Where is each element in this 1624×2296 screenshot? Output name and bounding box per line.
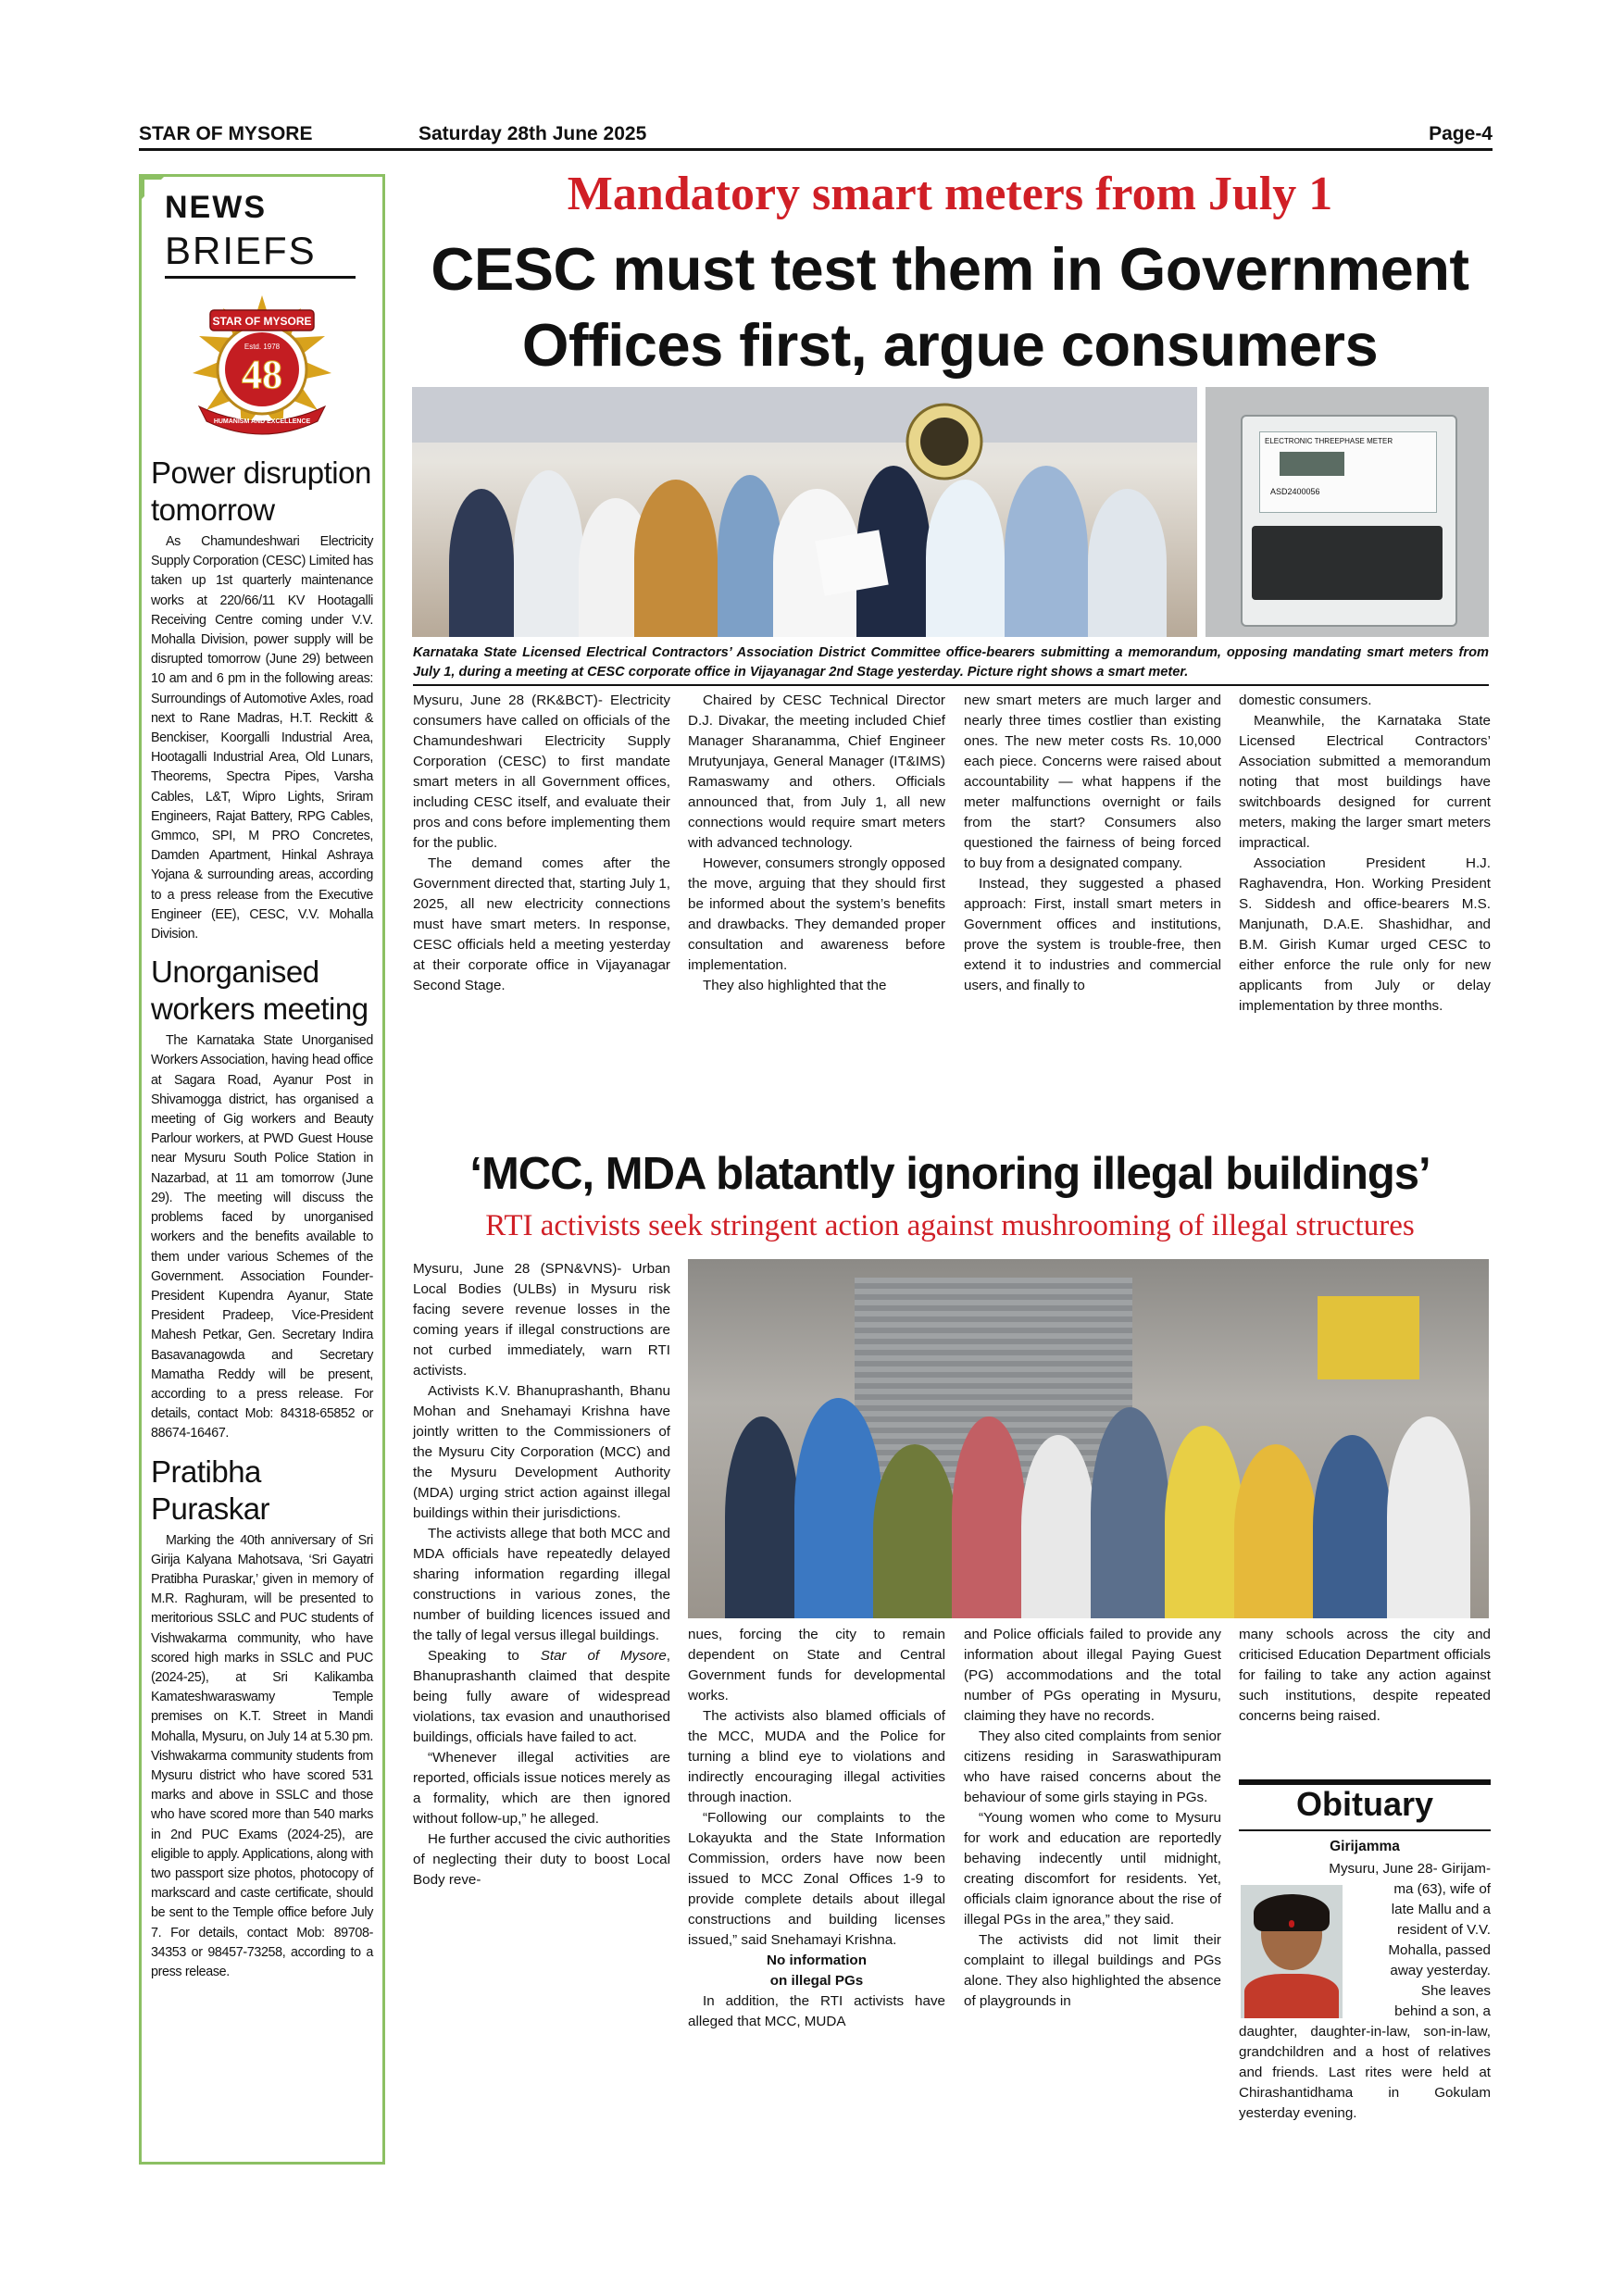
paragraph: The activists did not limit their complaint to illegal buildings and PGs alone. They also highlighted the absence of playgrounds in: [964, 1932, 1221, 2009]
paragraph: Association President H.J. Raghavendra, Hon. Working President S. Siddesh and office-bearers M.S. Manjunath, D.A.E. Shashidhar, and B.M. Girish Kumar urged CESC to either enforce the rule only for new applicants from July or delay implementation by three months.: [1239, 855, 1491, 1014]
paragraph: new smart meters are much larger and nearly three times costlier than existing ones. The new meter costs Rs. 10,000 each piece. Concerns were raised about accountability — what happens if the meter malfunctions overnight or fails from the start? Consumers also questioned the fairness of being forced to buy from a designated company.: [964, 693, 1221, 871]
brief-list: [151, 455, 373, 1982]
logo-estd-text: Estd. 1978: [244, 343, 281, 351]
meeting-group-photo: [412, 387, 1197, 637]
pg-subheading: No information on illegal PGs: [767, 1953, 867, 1989]
paragraph: nues, forcing the city to remain dependent on State and Central Government funds for developmental works.: [688, 1627, 945, 1703]
paragraph: Activists K.V. Bhanuprashanth, Bhanu Mohan and Snehamayi Krishna have jointly written to the Commissioners of the Mysuru City Corporation (MCC) and the Mysuru Development Authority (MDA) urging strict action against illegal buildings within their jurisdictions.: [413, 1383, 670, 1521]
paragraph: Speaking to Star of Mysore, Bhanuprashanth claimed that despite being fully aware of widespread violations, tax evasion and unauthorised buildings, officials have failed to act.: [413, 1648, 671, 1745]
story1-kicker: Mandatory smart meters from July 1: [567, 168, 1333, 220]
obituary-heading: Obituary: [1295, 1785, 1434, 1823]
brief-item: [151, 455, 373, 944]
paragraph: However, consumers strongly opposed the move, arguing that they should first be informed about the system’s benefits and drawbacks. They demanded proper consultation and awareness before implementation.: [688, 855, 945, 973]
paragraph: “Following our complaints to the Lokayukta and the State Information Commission, orders have now been issued to MCC Zonal Offices 1-9 to provide complete details about illegal constructions and building licenses issued,” said Snehamayi Krishna.: [688, 1810, 945, 1948]
paragraph: “Whenever illegal activities are reported, officials issue notices merely as a formality, which are then ignored without follow-up,” he alleged.: [413, 1750, 670, 1827]
brief-item: [151, 954, 373, 1443]
logo-top-text: STAR OF MYSORE: [212, 315, 312, 328]
story2-headline: ‘MCC, MDA blatantly ignoring illegal buildings’: [469, 1149, 1430, 1199]
brief-title: Pratibha Puraskar: [151, 1454, 270, 1526]
news-label: NEWS: [165, 190, 267, 225]
obituary-text-rest: daughter, daughter-in-law, son-in-law, grandchildren and a host of relatives and friends. Last rites were held at Chirashantidhama in Gokulam yesterday evening.: [1239, 2024, 1491, 2121]
page-number: Page-4: [1429, 123, 1493, 144]
rti-activists-photo: [688, 1259, 1489, 1618]
meter-serial: ASD2400056: [1270, 487, 1320, 496]
paragraph: The activists allege that both MCC and MDA officials have repeatedly delayed sharing information regarding illegal constructions in various zones, the number of building licences issued and the tally of legal versus illegal buildings.: [413, 1526, 670, 1643]
logo-bottom-text: HUMANISM AND EXCELLENCE: [213, 418, 311, 425]
caption-rule: [413, 684, 1489, 686]
obituary-text-right: Mysuru, June 28- Girijam- ma (63), wife of late Mallu and a resident of V.V. Mohalla, passed away yesterday. She leaves behind a son, a: [1329, 1861, 1491, 2019]
briefs-label: BRIEFS: [165, 229, 317, 272]
story2-column-3: [964, 1625, 1221, 2012]
paragraph: Mysuru, June 28 (SPN&VNS)- Urban Local Bodies (ULBs) in Mysuru risk facing severe revenue losses in the coming years if illegal constructions are not curbed immediately, warn RTI activists.: [413, 1261, 670, 1379]
paragraph: Chaired by CESC Technical Director D.J. Divakar, the meeting included Chief Manager Sharanamma, Chief Engineer Mrutyunjaya, General Manager (IT&IMS) Ramaswamy and others. Officials announced that, from July 1, all new connections would require smart meters with advanced technology.: [688, 693, 945, 851]
story2-column-4: [1239, 1625, 1491, 1727]
meter-label: ELECTRONIC THREEPHASE METER: [1265, 437, 1393, 445]
briefs-rule: [165, 276, 356, 279]
brief-title: Unorganised workers meeting: [151, 955, 369, 1027]
paragraph: He further accused the civic authorities of neglecting their duty to boost Local Body reve-: [413, 1831, 670, 1888]
news-briefs-box: [139, 174, 385, 2165]
paragraph: Meanwhile, the Karnataka State Licensed Electrical Contractors’ Association submitted a memorandum noting that most buildings have switchboards designed for current meters, making the larger smart meters impractical.: [1239, 713, 1491, 851]
story1-column-1: [413, 691, 670, 996]
paragraph: They also highlighted that the: [703, 978, 887, 993]
paper-name: STAR OF MYSORE: [139, 123, 313, 144]
brief-body: Marking the 40th anniversary of Sri Girija Kalyana Mahotsava, ‘Sri Gayatri Pratibha Puraskar,’ given in memory of M.R. Raghuram, will be presented to meritorious SSLC and PUC students of Vishwakarma community, who have scored high marks in SSLC and PUC (2024-25), at Sri Kalikamba Kamateshwaraswamy Temple premises on K.T. Street in Mandi Mohalla, Mysuru, on July 14 at 5.30 pm. Vishwakarma community students from Mysuru district who have scored 531 marks and above in SSLC and those who have scored more than 540 marks in 2nd PUC Exams (2024-25), are eligible to apply. Applications, along with two passport size photos, photocopy of markscard and caste certificate, should be sent to the Temple office before July 7. For details, contact Mob: 89708-34353 or 98457-73258, according to a press release.: [151, 1532, 373, 1979]
paragraph: domestic consumers.: [1239, 693, 1372, 708]
obituary-name: Girijamma: [1330, 1839, 1400, 1854]
brief-body: The Karnataka State Unorganised Workers Association, having head office at Sagara Road, Ayanur Post in Shivamogga district, has organised a meeting of Gig workers and Beauty Parlour workers, at PWD Guest House near Mysuru South Police Station in Nazarbad, at 11 am tomorrow (June 29). The meeting will discuss the problems faced by unorganised workers and the benefits available to them under various Schemes of the Government. Association Founder-President Kupendra Ayanur, State President Pradeep, Vice-President Mahesh Petkar, Gen. Secretary Indira Basavanagowda and Secretary Mamatha Reddy will be present, according to a press release. For details, contact Mob: 84318-65852 or 88674-16467.: [151, 1033, 373, 1441]
paragraph: The activists also blamed officials of the MCC, MUDA and the Police for turning a blind eye to violations and indirectly encouraging illegal activities through inaction.: [688, 1708, 945, 1805]
brief-item: [151, 1454, 373, 1983]
paragraph: “Young women who come to Mysuru for work and education are reportedly behaving indecently until midnight, creating discomfort for residents. Yet, officials claim ignorance about the rise of illegal PGs in the area,” they said.: [964, 1810, 1221, 1928]
paragraph: In addition, the RTI activists have alleged that MCC, MUDA: [688, 1993, 945, 2029]
paragraph: They also cited complaints from senior citizens residing in Saraswathipuram who have raised concerns about the behaviour of some girls staying in PGs.: [964, 1728, 1221, 1805]
masthead-rule: [139, 148, 1493, 151]
story1-photo-caption: Karnataka State Licensed Electrical Contractors’ Association District Committee office-bearers submitting a memorandum, opposing mandating smart meters from July 1, during a meeting at CESC corporate office in Vijayanagar 2nd Stage yesterday. Picture right shows a smart meter.: [413, 645, 1489, 680]
paragraph: and Police officials failed to provide any information about illegal Paying Guest (PG) accommodations and the total number of PGs operating in Mysuru, claiming they have no records.: [964, 1627, 1221, 1724]
paragraph: Mysuru, June 28 (RK&BCT)- Electricity consumers have called on officials of the Chamundeshwari Electricity Supply Corporation (CESC) to first mandate smart meters in all Government offices, including CESC itself, and evaluate their pros and cons before implementing them for the public.: [413, 693, 670, 851]
paragraph: Instead, they suggested a phased approach: First, install smart meters in Government offices and institutions, prove the system is trouble-free, then extend it to industries and commercial users, and finally to: [964, 876, 1221, 993]
paragraph: many schools across the city and criticised Education Department officials for failing to take any action against such institutions, despite repeated concerns being raised.: [1239, 1627, 1491, 1724]
story1-column-3: [964, 691, 1221, 996]
story2-column-2: [688, 1625, 945, 2032]
story1-column-4: [1239, 691, 1491, 1017]
story2-column-1: [413, 1259, 670, 1890]
smart-meter-photo: [1206, 387, 1489, 637]
cesc-emblem-icon: [903, 400, 986, 483]
brief-title: Power disruption tomorrow: [151, 455, 371, 527]
story1-column-2: [688, 691, 945, 996]
story1-headline: CESC must test them in Government Offices first, argue consumers: [431, 235, 1469, 379]
paragraph: The demand comes after the Government directed that, starting July 1, 2025, all new electricity connections must have smart meters. In response, CESC officials held a meeting yesterday at their corporate office in Vijayanagar Second Stage.: [413, 855, 670, 993]
obituary-bottom-rule: [1239, 1829, 1491, 1831]
story2-subhead: RTI activists seek stringent action against mushrooming of illegal structures: [485, 1209, 1415, 1242]
issue-date: Saturday 28th June 2025: [418, 123, 647, 144]
logo-number: 48: [242, 352, 282, 397]
star-of-mysore-48-logo: [179, 288, 345, 445]
brief-body: As Chamundeshwari Electricity Supply Corporation (CESC) Limited has taken up 1st quarterly maintenance works at 220/66/11 KV Hootagalli Receiving Centre coming under V.V. Mohalla Division, power supply will be disrupted tomorrow (June 29) between 10 am and 6 pm in the following areas: Surroundings of Automotive Axles, road next to Rane Madras, H.T. Reckitt & Benckiser, Koorgalli Industrial Area, Hootagalli Industrial Area, Old Lunars, Theorems, Spectra Pipes, Varsha Cables, L&T, Wipro Lights, Sriram Engineers, Rajat Battery, RPG Cables, Gmmco, SPI, M PRO Concretes, Damden Apartment, Hinkal Ashraya Yojana & surrounding areas, according to a press release from the Executive Engineer (EE), CESC, V.V. Mohalla Division.: [151, 534, 373, 942]
